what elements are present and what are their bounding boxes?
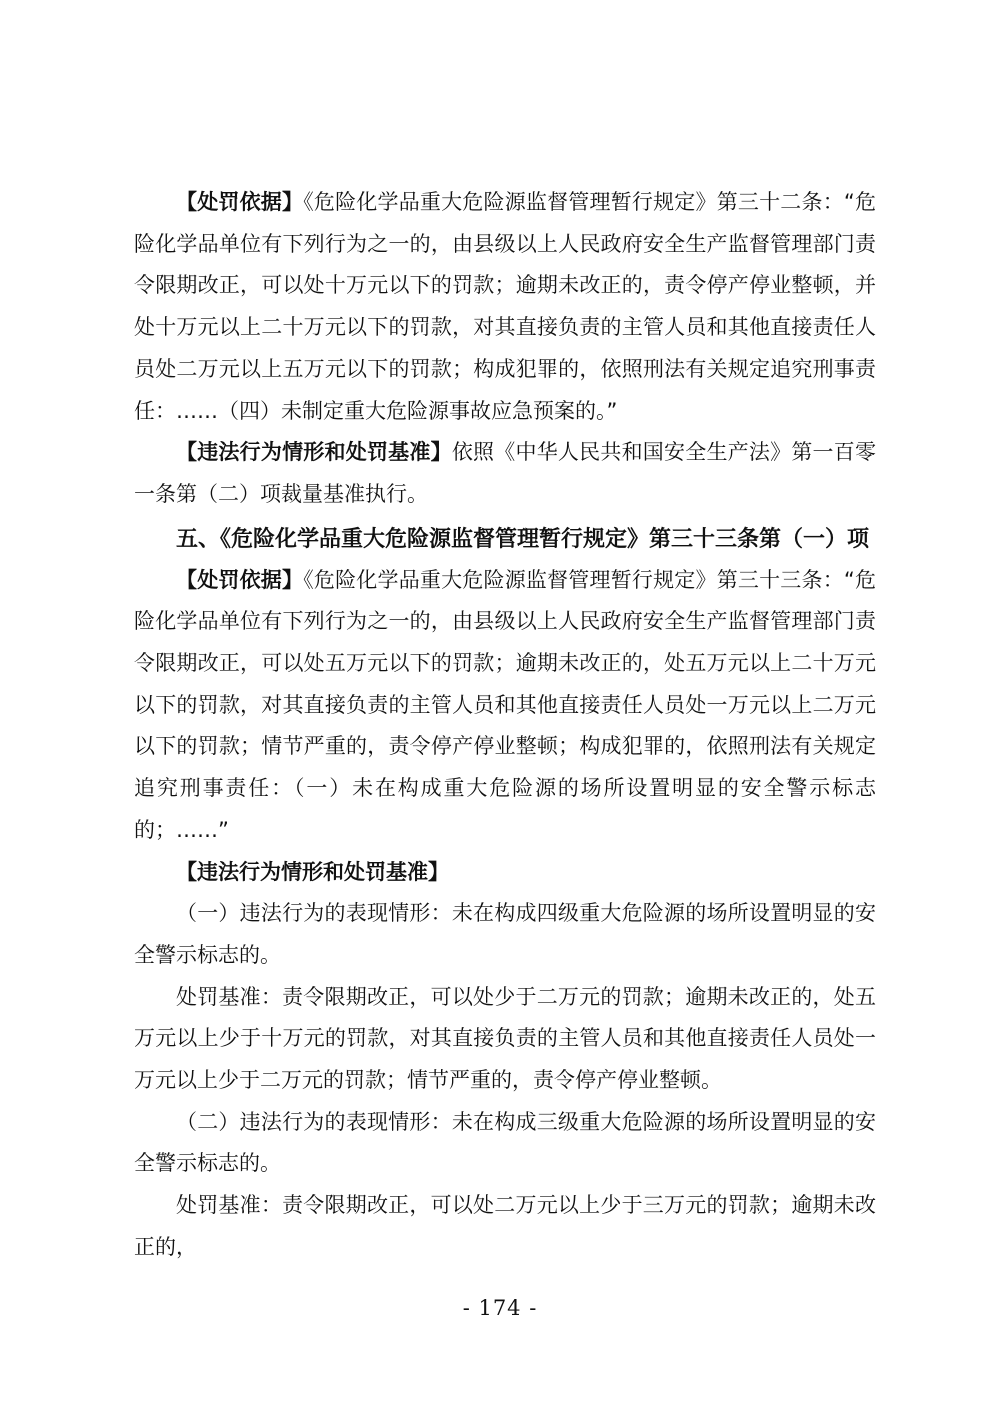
paragraph-case-one: （一）违法行为的表现情形：未在构成四级重大危险源的场所设置明显的安全警示标志的。 [134,901,876,967]
paragraph-text: 《危险化学品重大危险源监督管理暂行规定》第三十二条：“危险化学品单位有下列行为之一的，由县级以上人民政府安全生产监督管理部门责令限期改正，可以处十万元以下的罚款；逾期未改正的，责令停产停业整顿，并处十万元以上二十万元以下的罚款，对其直接负责的主管人员和其他直接责任人员处二万元以上五万元以下的罚款；构成犯罪的，依照刑法有关规定追究刑事责任：……（四）未制定重大危险源事故应急预案的。” [134,190,876,423]
paragraph-penalty-standard-one: 处罚基准：责令限期改正，可以处少于二万元的罚款；逾期未改正的，处五万元以上少于十万元的罚款，对其直接负责的主管人员和其他直接责任人员处一万元以上少于二万元的罚款；情节严重的，责令停产停业整顿。 [134,984,876,1093]
paragraph-violation-standard-art33 [134,852,876,894]
paragraph-case-two: （二）违法行为的表现情形：未在构成三级重大危险源的场所设置明显的安全警示标志的。 [134,1109,876,1176]
section-heading-five: 五、《危险化学品重大危险源监督管理暂行规定》第三十三条第（一）项 [176,525,870,552]
paragraph-violation-standard-art32 [134,432,876,515]
label-violation-standard: 【违法行为情形和处罚基准】 [176,859,449,884]
page-number: - 174 - [462,1296,538,1320]
label-penalty-basis: 【处罚依据】 [176,567,304,592]
document-body [134,182,876,1269]
label-penalty-basis: 【处罚依据】 [176,190,304,214]
paragraph-text: 《危险化学品重大危险源监督管理暂行规定》第三十三条：“危险化学品单位有下列行为之一的，由县级以上人民政府安全生产监督管理部门责令限期改正，可以处五万元以下的罚款；逾期未改正的，处五万元以上二十万元以下的罚款，对其直接负责的主管人员和其他直接责任人员处一万元以上二万元以下的罚款；情节严重的，责令停产停业整顿；构成犯罪的，依照刑法有关规定追究刑事责任：（一）未在构成重大危险源的场所设置明显的安全警示标志的；……” [134,567,876,842]
paragraph-text: 依照《中华人民共和国安全生产法》第一百零一条第（二）项裁量基准执行。 [134,440,876,506]
paragraph-penalty-basis-art33 [134,560,876,852]
label-violation-standard: 【违法行为情形和处罚基准】 [176,440,452,465]
paragraph-penalty-standard-two: 处罚基准：责令限期改正，可以处二万元以上少于三万元的罚款；逾期未改正的， [134,1193,876,1259]
paragraph-penalty-basis-art32 [134,182,876,432]
